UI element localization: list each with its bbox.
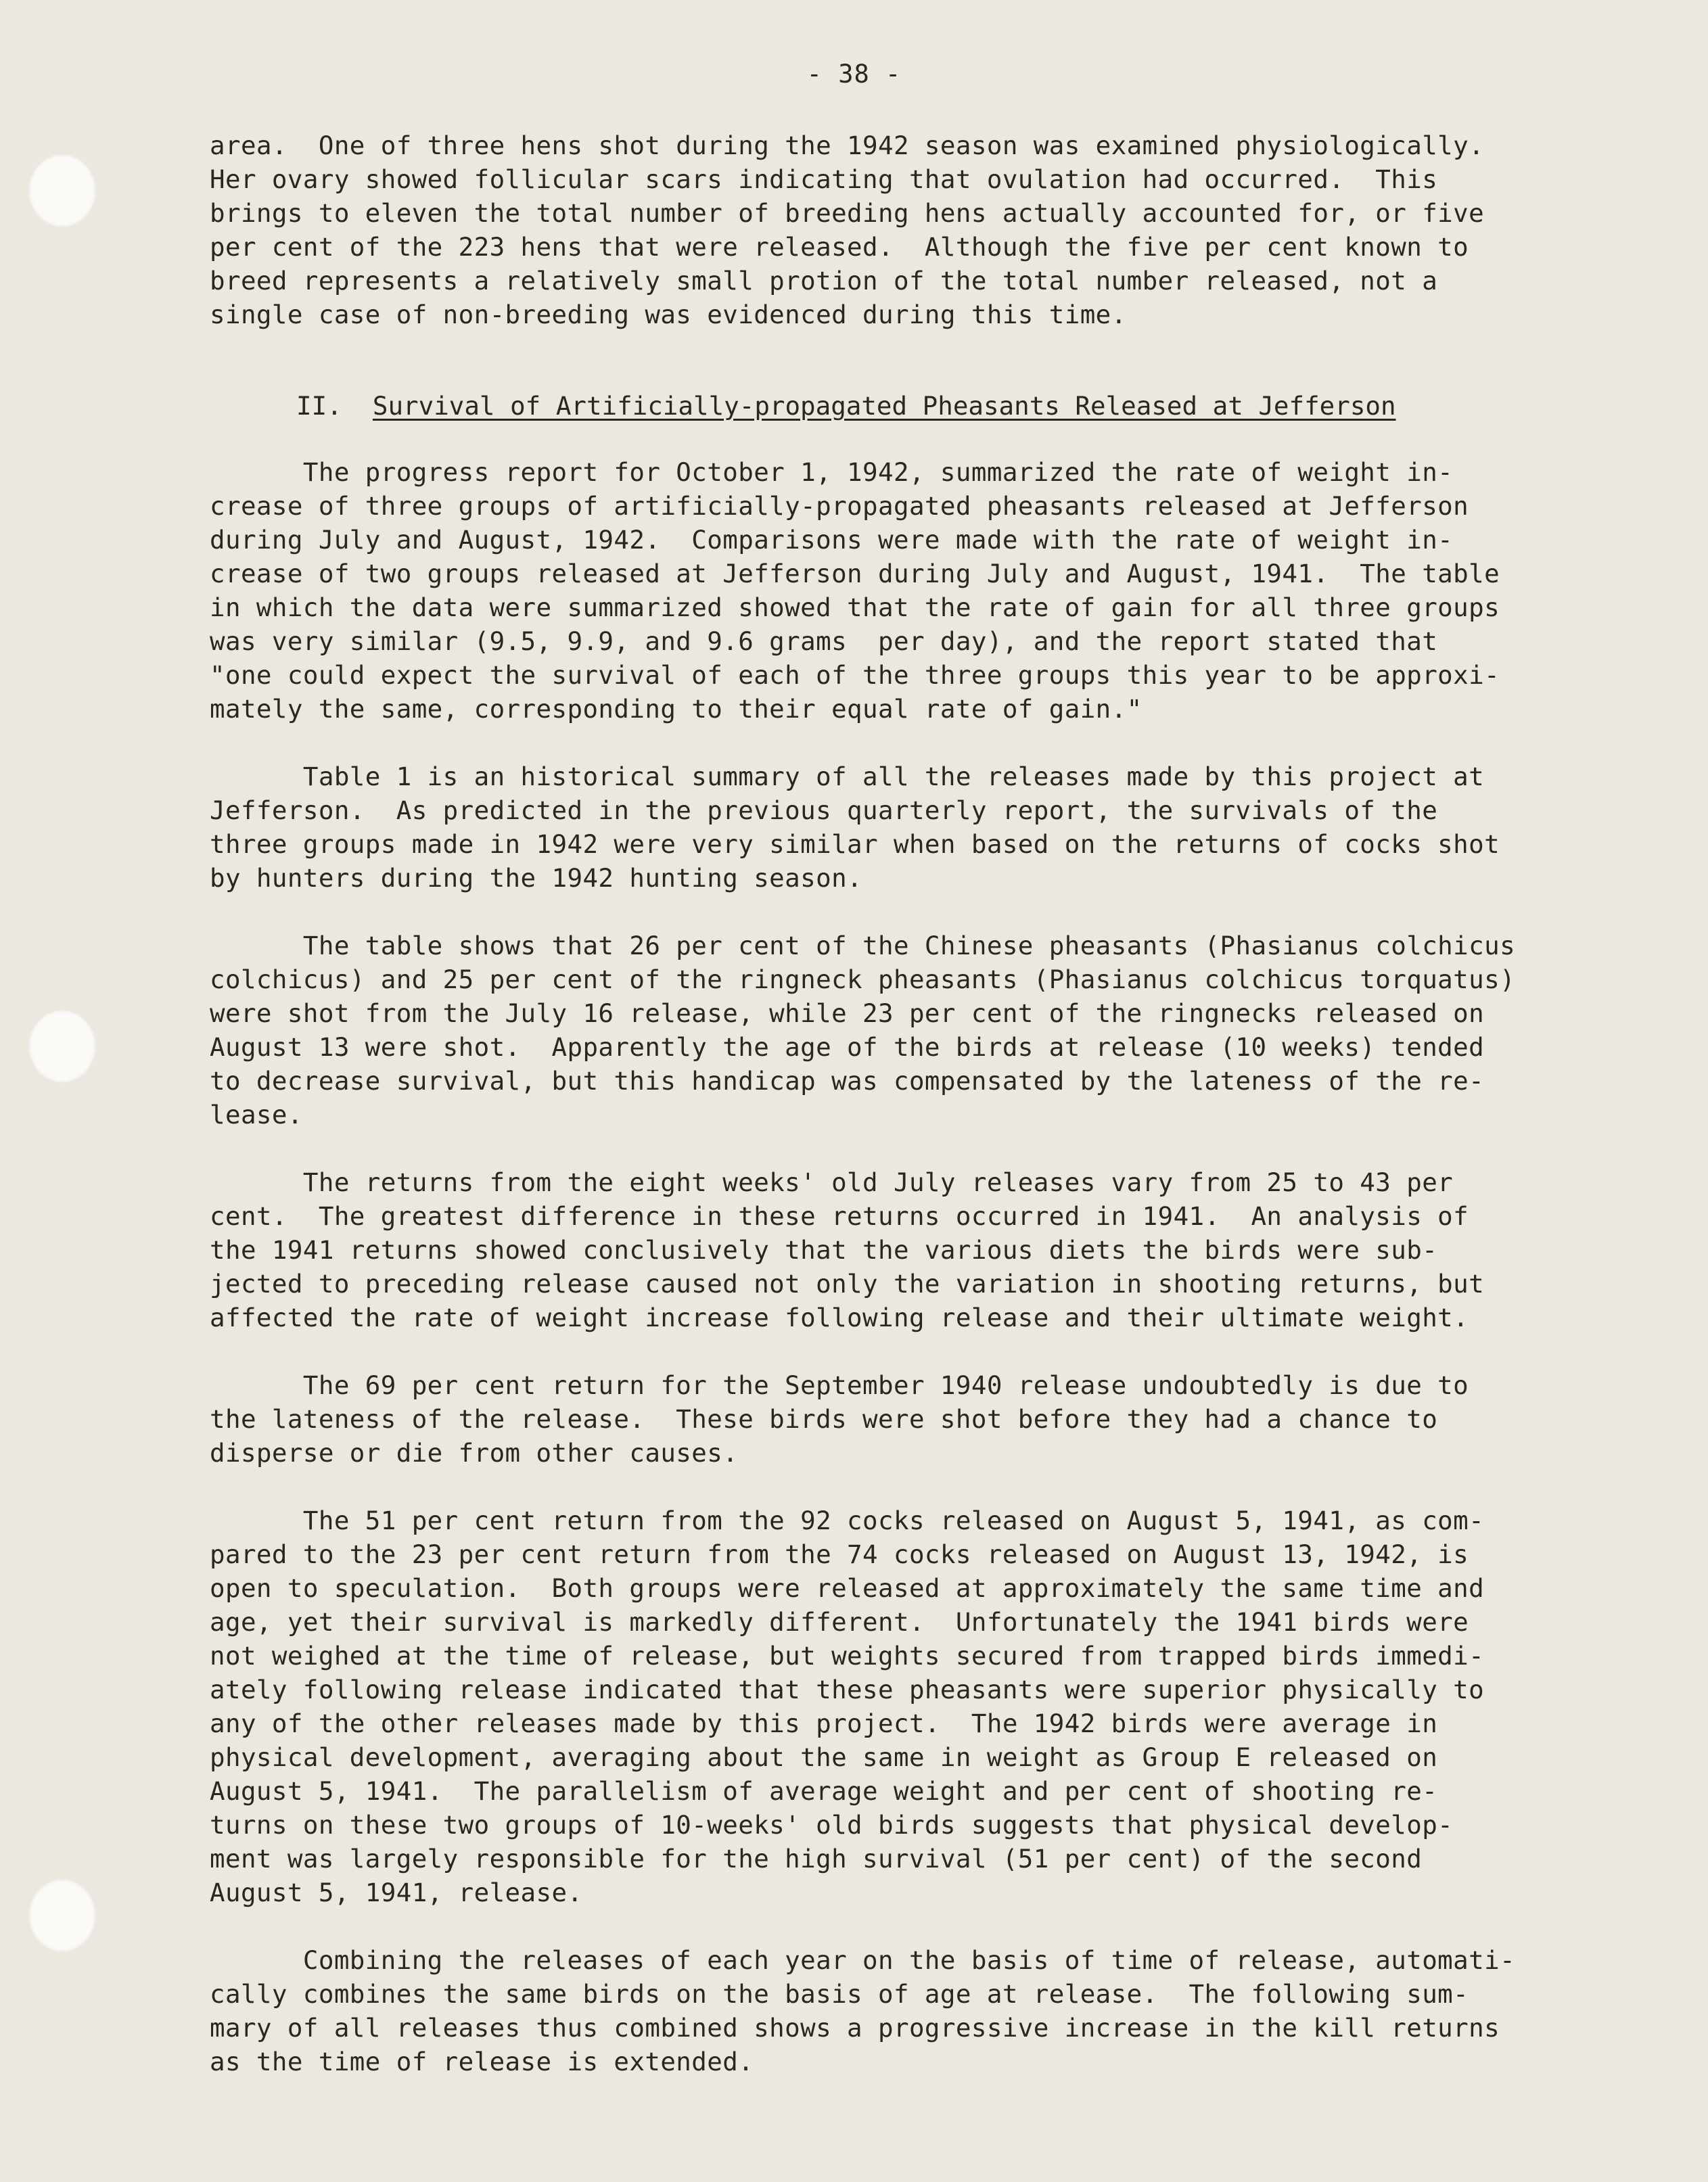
text-line: cally combines the same birds on the basis of age at release. The following sum- bbox=[210, 1979, 1469, 2009]
paragraph-3 bbox=[210, 760, 1630, 895]
text-line: lease. bbox=[210, 1100, 303, 1130]
text-line: as the time of release is extended. bbox=[210, 2047, 754, 2076]
text-line: The returns from the eight weeks' old July releases vary from 25 to 43 per bbox=[210, 1167, 1454, 1197]
text-line: turns on these two groups of 10-weeks' old birds suggests that physical develop- bbox=[210, 1810, 1454, 1840]
text-line: The 51 per cent return from the 92 cocks released on August 5, 1941, as com- bbox=[210, 1506, 1485, 1535]
text-line: jected to preceding release caused not only the variation in shooting returns, but bbox=[210, 1269, 1485, 1299]
text-line: per cent of the 223 hens that were released. Although the five per cent known to bbox=[210, 232, 1469, 262]
text-line: during July and August, 1942. Comparisons were made with the rate of weight in- bbox=[210, 525, 1454, 555]
text-line: breed represents a relatively small protion of the total number released, not a bbox=[210, 266, 1438, 296]
document-body bbox=[210, 129, 1630, 2079]
text-line: to decrease survival, but this handicap was compensated by the lateness of the re- bbox=[210, 1066, 1485, 1096]
paragraph-1 bbox=[210, 129, 1630, 331]
text-line: mary of all releases thus combined shows a progressive increase in the kill returns bbox=[210, 2013, 1500, 2043]
page-number: - 38 - bbox=[806, 60, 902, 89]
text-line: August 13 were shot. Apparently the age of the birds at release (10 weeks) tended bbox=[210, 1032, 1485, 1062]
text-line: the 1941 returns showed conclusively that the various diets the birds were sub- bbox=[210, 1235, 1438, 1265]
text-line: crease of three groups of artificially-propagated pheasants released at Jefferson bbox=[210, 491, 1469, 521]
text-line: in which the data were summarized showed that the rate of gain for all three groups bbox=[210, 593, 1500, 622]
text-line: Table 1 is an historical summary of all the releases made by this project at bbox=[210, 762, 1485, 791]
text-line: the lateness of the release. These birds were shot before they had a chance to bbox=[210, 1404, 1438, 1434]
text-line: three groups made in 1942 were very similar when based on the returns of cocks shot bbox=[210, 829, 1500, 859]
text-line: The progress report for October 1, 1942, summarized the rate of weight in- bbox=[210, 457, 1454, 487]
text-line: age, yet their survival is markedly different. Unfortunately the 1941 birds were bbox=[210, 1607, 1469, 1637]
text-line: colchicus) and 25 per cent of the ringneck pheasants (Phasianus colchicus torquatus) bbox=[210, 965, 1516, 994]
text-line: The 69 per cent return for the September 1940 release undoubtedly is due to bbox=[210, 1370, 1469, 1400]
section-number: II. bbox=[296, 391, 342, 421]
text-line: affected the rate of weight increase following release and their ultimate weight. bbox=[210, 1303, 1469, 1332]
text-line: Combining the releases of each year on the basis of time of release, automati- bbox=[210, 1945, 1516, 1975]
text-line: not weighed at the time of release, but weights secured from trapped birds immedi- bbox=[210, 1641, 1485, 1671]
paragraph-8 bbox=[210, 1943, 1630, 2079]
text-line: area. One of three hens shot during the 1942 season was examined physiologically. bbox=[210, 131, 1485, 160]
text-line: disperse or die from other causes. bbox=[210, 1438, 739, 1468]
punch-hole-middle bbox=[28, 1010, 96, 1083]
section-title: Survival of Artificially-propagated Pheasants Released at Jefferson bbox=[372, 391, 1396, 421]
text-line: The table shows that 26 per cent of the Chinese pheasants (Phasianus colchicus bbox=[210, 931, 1516, 960]
paragraph-5 bbox=[210, 1165, 1630, 1334]
paragraph-4 bbox=[210, 929, 1630, 1132]
text-line: any of the other releases made by this project. The 1942 birds were average in bbox=[210, 1709, 1438, 1738]
text-line: crease of two groups released at Jefferson during July and August, 1941. The table bbox=[210, 559, 1500, 588]
text-line: were shot from the July 16 release, while 23 per cent of the ringnecks released on bbox=[210, 998, 1485, 1028]
text-line: by hunters during the 1942 hunting season. bbox=[210, 863, 863, 893]
section-heading bbox=[296, 389, 1630, 423]
text-line: August 5, 1941, release. bbox=[210, 1878, 583, 1907]
text-line: Jefferson. As predicted in the previous quarterly report, the survivals of the bbox=[210, 795, 1438, 825]
text-line: open to speculation. Both groups were released at approximately the same time and bbox=[210, 1573, 1485, 1603]
text-line: Her ovary showed follicular scars indicating that ovulation had occurred. This bbox=[210, 164, 1438, 194]
text-line: physical development, averaging about the same in weight as Group E released on bbox=[210, 1742, 1438, 1772]
paragraph-2 bbox=[210, 455, 1630, 726]
paragraph-7 bbox=[210, 1504, 1630, 1909]
paragraph-6 bbox=[210, 1368, 1630, 1470]
text-line: ment was largely responsible for the high survival (51 per cent) of the second bbox=[210, 1844, 1423, 1874]
text-line: cent. The greatest difference in these returns occurred in 1941. An analysis of bbox=[210, 1201, 1469, 1231]
text-line: single case of non-breeding was evidenced during this time. bbox=[210, 300, 1127, 329]
text-line: August 5, 1941. The parallelism of average weight and per cent of shooting re- bbox=[210, 1776, 1438, 1806]
text-line: brings to eleven the total number of breeding hens actually accounted for, or five bbox=[210, 198, 1485, 228]
text-line: was very similar (9.5, 9.9, and 9.6 grams per day), and the report stated that bbox=[210, 626, 1438, 656]
punch-hole-bottom bbox=[28, 1879, 96, 1952]
text-line: mately the same, corresponding to their equal rate of gain." bbox=[210, 694, 1142, 724]
punch-hole-top bbox=[28, 154, 96, 227]
text-line: "one could expect the survival of each of the three groups this year to be approxi- bbox=[210, 660, 1500, 690]
text-line: pared to the 23 per cent return from the 74 cocks released on August 13, 1942, is bbox=[210, 1539, 1469, 1569]
text-line: ately following release indicated that these pheasants were superior physically to bbox=[210, 1675, 1485, 1704]
